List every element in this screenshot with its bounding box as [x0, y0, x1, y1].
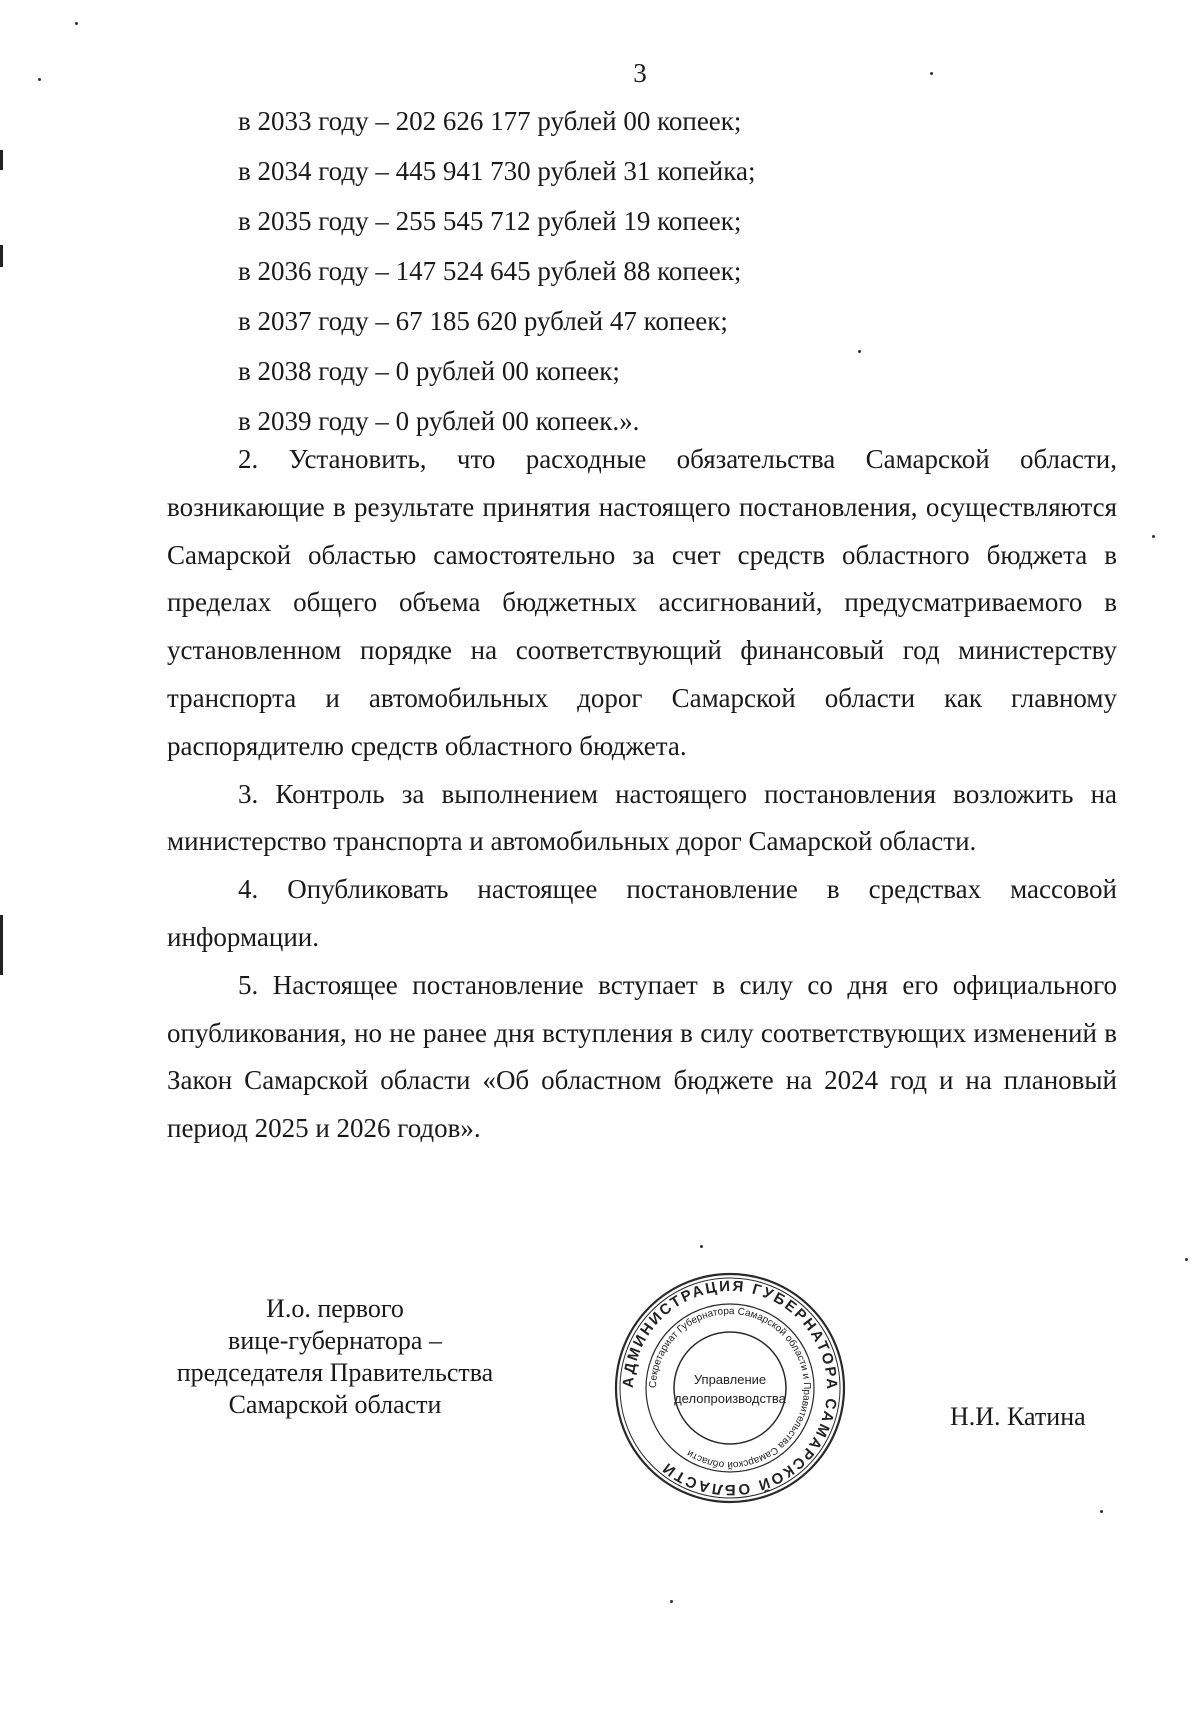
signatory-title-line: вице-губернатора –: [228, 1326, 442, 1355]
scan-speck: [930, 72, 933, 75]
scan-margin-mark: [0, 150, 3, 170]
amount-line-2039: в 2039 году – 0 рублей 00 копеек.».: [238, 406, 640, 436]
scan-speck: [1185, 1258, 1188, 1261]
scan-speck: [700, 1245, 703, 1248]
amount-line-2034: в 2034 году – 445 941 730 рублей 31 копейка;: [238, 156, 756, 186]
stamp-inner-text: Секретариат Губернатора Самарской области и Правительства Самарской области: [647, 1305, 813, 1471]
amount-line-2035: в 2035 году – 255 545 712 рублей 19 копеек;: [238, 206, 742, 236]
stamp-center-line-2: делопроизводства: [674, 1391, 786, 1406]
scan-speck: [858, 350, 861, 353]
scan-speck: [75, 22, 78, 25]
body-text: [167, 436, 1117, 1153]
scan-speck: [670, 1600, 673, 1603]
signatory-title-line: И.о. первого: [266, 1294, 404, 1323]
scan-speck: [1152, 535, 1155, 538]
stamp-outer-text: АДМИНИСТРАЦИЯ ГУБЕРНАТОРА САМАРСКОЙ ОБЛАСТИ: [619, 1277, 841, 1499]
signatory-title-line: Самарской области: [228, 1390, 442, 1419]
amount-line-2037: в 2037 году – 67 185 620 рублей 47 копеек;: [238, 306, 728, 336]
scan-speck: [1100, 1510, 1103, 1513]
scan-speck: [38, 78, 41, 81]
scan-margin-mark: [0, 245, 3, 267]
paragraph-5-effective: 5. Настоящее постановление вступает в силу со дня его официального опубликования, но не ранее дня вступления в силу соответствующих изменений в Закон Самарской области «Об областном бюджете на 2024 год и на плановый период 2025 и 2026 годов».: [167, 969, 1117, 1144]
scan-margin-mark: [0, 915, 3, 975]
paragraph-4-publish: 4. Опубликовать настоящее постановление в средствах массовой информации.: [167, 874, 1117, 952]
amount-line-2033: в 2033 году – 202 626 177 рублей 00 копеек;: [238, 106, 742, 136]
paragraph-3-control: 3. Контроль за выполнением настоящего постановления возложить на министерство транспорта и автомобильных дорог Самарской области.: [167, 778, 1117, 857]
signatory-title: [145, 1293, 525, 1421]
signatory-title-line: председателя Правительства: [176, 1358, 494, 1387]
amount-line-2036: в 2036 году – 147 524 645 рублей 88 копеек;: [238, 256, 742, 286]
stamp-center-line-1: Управление: [693, 1372, 767, 1387]
amount-line-2038: в 2038 году – 0 рублей 00 копеек;: [238, 356, 620, 386]
official-stamp: [612, 1270, 848, 1506]
amount-list: [238, 96, 1058, 446]
signatory-name: Н.И. Катина: [950, 1402, 1086, 1431]
page-number: 3: [633, 58, 647, 88]
paragraph-2-expenditure: 2. Установить, что расходные обязательства Самарской области, возникающие в результате принятия настоящего постановления, осуществляются Самарской областью самостоятельно за счет средств областного бюджета в пределах общего объема бюджетных ассигнований, предусматриваемого в установленном порядке на соответствующий финансовый год министерству транспорта и автомобильных дорог Самарской области как главному распорядителю средств областного бюджета.: [167, 444, 1117, 761]
